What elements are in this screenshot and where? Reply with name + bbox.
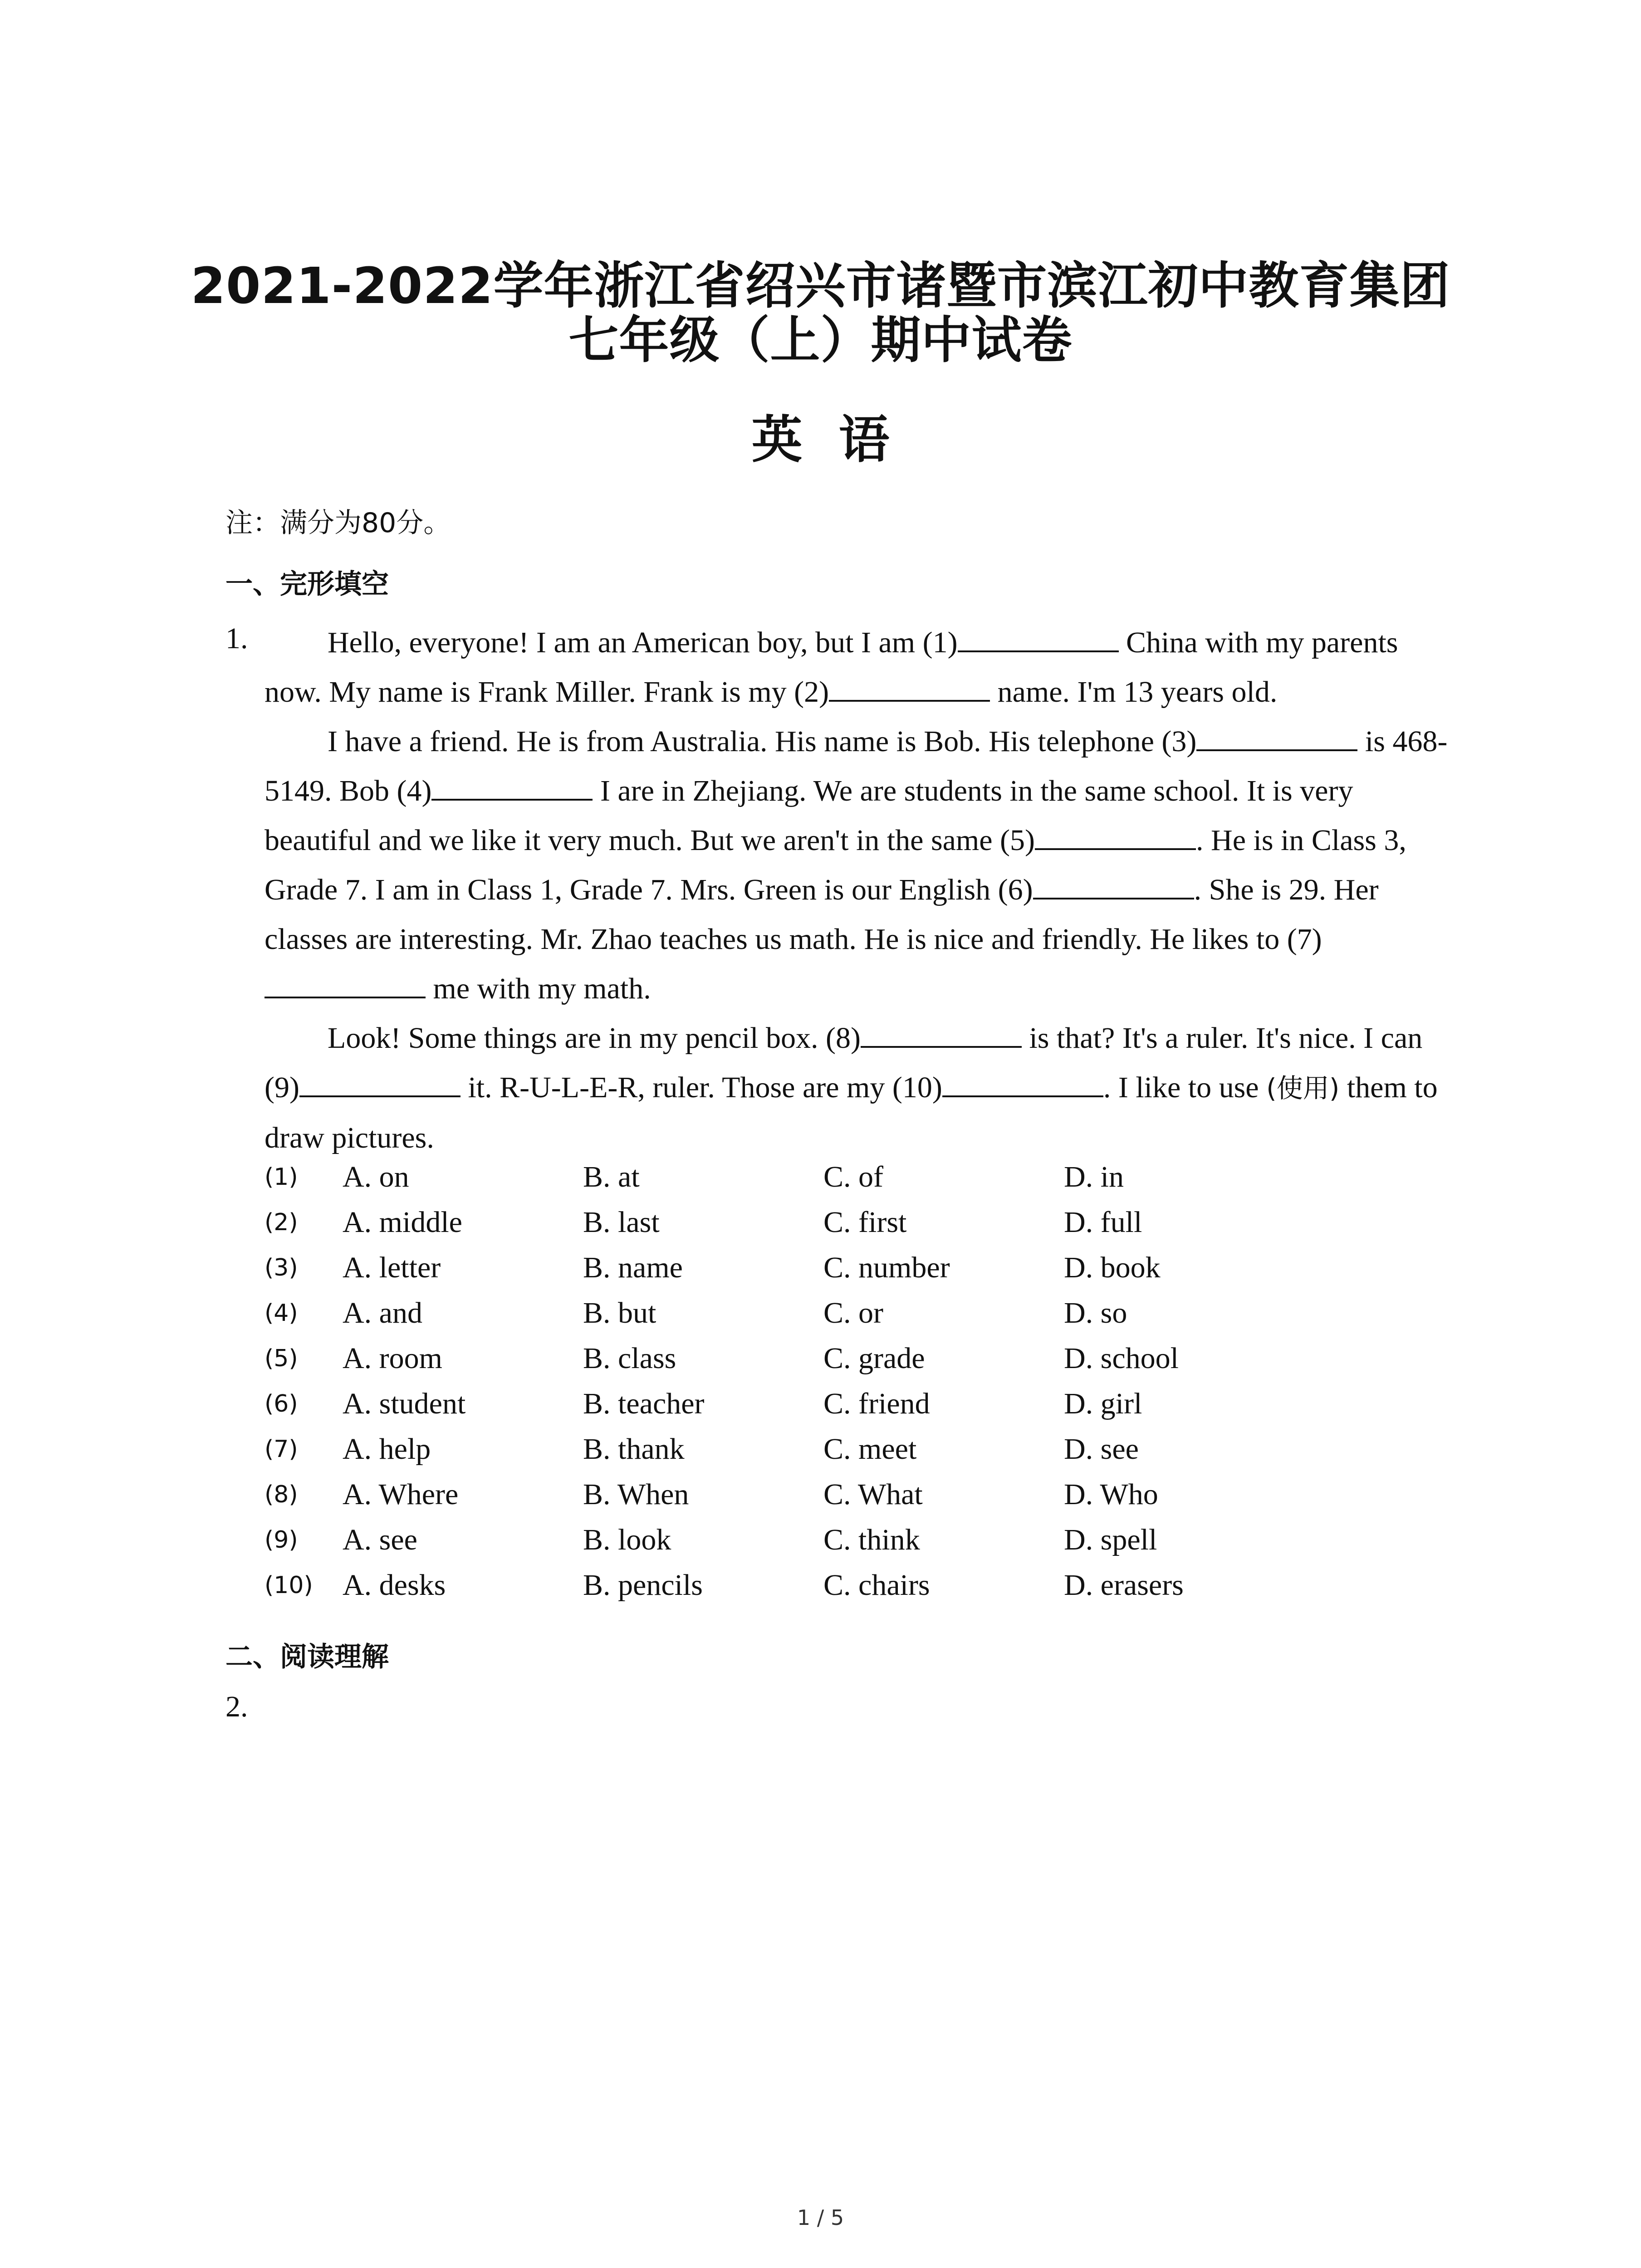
option-choice-a[interactable]: A. and bbox=[343, 1296, 422, 1330]
option-number: (10) bbox=[265, 1572, 313, 1599]
option-row bbox=[265, 1427, 1399, 1472]
option-choice-c[interactable]: C. first bbox=[823, 1206, 907, 1239]
option-choice-a[interactable]: A. desks bbox=[343, 1569, 446, 1602]
passage-text: . I like to use bbox=[1103, 1071, 1267, 1104]
option-choice-d[interactable]: D. in bbox=[1064, 1160, 1124, 1193]
option-choice-c[interactable]: C. What bbox=[823, 1478, 923, 1511]
option-choice-a[interactable]: A. student bbox=[343, 1387, 466, 1420]
option-choice-d[interactable]: D. spell bbox=[1064, 1523, 1157, 1556]
section-heading-reading: 二、阅读理解 bbox=[225, 1641, 389, 1673]
option-row bbox=[265, 1517, 1399, 1563]
option-choice-a[interactable]: A. see bbox=[343, 1523, 417, 1556]
option-number: (2) bbox=[265, 1209, 298, 1236]
option-number: (9) bbox=[265, 1526, 298, 1554]
answer-blank-5[interactable] bbox=[1035, 821, 1196, 850]
answer-blank-2[interactable] bbox=[829, 673, 990, 702]
answer-blank-10[interactable] bbox=[942, 1068, 1103, 1097]
page-number: 1 / 5 bbox=[797, 2205, 844, 2230]
option-choice-b[interactable]: B. pencils bbox=[583, 1569, 703, 1602]
option-number: (7) bbox=[265, 1436, 298, 1463]
passage-text: them to draw pictures. bbox=[265, 1071, 1438, 1154]
option-number: (8) bbox=[265, 1481, 298, 1508]
option-number: (4) bbox=[265, 1300, 298, 1327]
option-number: (5) bbox=[265, 1345, 298, 1372]
passage-text: . She is 29. Her classes are interesting. Mr. Zhao teaches us math. He is nice and friendly. He likes to (7) bbox=[265, 873, 1379, 956]
option-row bbox=[265, 1472, 1399, 1517]
option-choice-d[interactable]: D. erasers bbox=[1064, 1569, 1184, 1602]
answer-blank-4[interactable] bbox=[431, 772, 593, 801]
option-choice-c[interactable]: C. friend bbox=[823, 1387, 930, 1420]
option-choice-a[interactable]: A. Where bbox=[343, 1478, 459, 1511]
section-heading-cloze: 一、完形填空 bbox=[225, 568, 389, 600]
option-choice-c[interactable]: C. grade bbox=[823, 1342, 925, 1375]
option-choice-a[interactable]: A. middle bbox=[343, 1206, 462, 1239]
option-row bbox=[265, 1336, 1399, 1381]
option-choice-b[interactable]: B. at bbox=[583, 1160, 640, 1193]
option-choice-a[interactable]: A. room bbox=[343, 1342, 442, 1375]
passage-text: I have a friend. He is from Australia. His name is Bob. His telephone (3) bbox=[328, 725, 1197, 758]
option-choice-d[interactable]: D. Who bbox=[1064, 1478, 1158, 1511]
option-row bbox=[265, 1563, 1399, 1608]
option-choice-c[interactable]: C. or bbox=[823, 1296, 883, 1330]
option-row bbox=[265, 1154, 1399, 1200]
passage-text: me with my math. bbox=[426, 972, 651, 1005]
option-row bbox=[265, 1245, 1399, 1290]
answer-blank-7[interactable] bbox=[265, 969, 426, 998]
exam-title-line1: 2021-2022学年浙江省绍兴市诸暨市滨江初中教育集团 bbox=[191, 257, 1450, 315]
passage-text: is that? It's a ruler. It's nice. I can (9) bbox=[265, 1022, 1423, 1104]
exam-title-line2: 七年级（上）期中试卷 bbox=[568, 311, 1073, 369]
passage-text: name. I'm 13 years old. bbox=[990, 675, 1278, 709]
option-row bbox=[265, 1381, 1399, 1427]
passage-text: it. R-U-L-E-R, ruler. Those are my (10) bbox=[460, 1071, 942, 1104]
answer-blank-6[interactable] bbox=[1033, 870, 1194, 899]
option-number: (1) bbox=[265, 1163, 298, 1191]
option-choice-c[interactable]: C. number bbox=[823, 1251, 950, 1284]
option-choice-b[interactable]: B. last bbox=[583, 1206, 660, 1239]
passage-text: China with my parents now. My name is Frank Miller. Frank is my (2) bbox=[265, 626, 1398, 709]
option-choice-b[interactable]: B. thank bbox=[583, 1432, 685, 1466]
option-choice-d[interactable]: D. so bbox=[1064, 1296, 1127, 1330]
option-choice-d[interactable]: D. full bbox=[1064, 1206, 1142, 1239]
option-number: (3) bbox=[265, 1254, 298, 1281]
option-row bbox=[265, 1290, 1399, 1336]
gloss-note: (使用) bbox=[1266, 1073, 1340, 1104]
option-choice-c[interactable]: C. chairs bbox=[823, 1569, 930, 1602]
option-choice-c[interactable]: C. of bbox=[823, 1160, 883, 1193]
score-note: 注：满分为80分。 bbox=[225, 507, 451, 539]
passage-text: Look! Some things are in my pencil box. (8) bbox=[328, 1022, 861, 1055]
passage-paragraph-1 bbox=[265, 618, 1462, 717]
option-choice-a[interactable]: A. help bbox=[343, 1432, 431, 1466]
passage-text: is 468-5149. Bob (4) bbox=[265, 725, 1448, 807]
option-choice-a[interactable]: A. letter bbox=[343, 1251, 441, 1284]
option-choice-b[interactable]: B. name bbox=[583, 1251, 683, 1284]
answer-blank-9[interactable] bbox=[299, 1068, 460, 1097]
option-choice-c[interactable]: C. think bbox=[823, 1523, 920, 1556]
option-choice-d[interactable]: D. see bbox=[1064, 1432, 1139, 1466]
answer-blank-3[interactable] bbox=[1196, 722, 1357, 751]
option-choice-b[interactable]: B. class bbox=[583, 1342, 676, 1375]
option-choice-c[interactable]: C. meet bbox=[823, 1432, 917, 1466]
option-choice-b[interactable]: B. teacher bbox=[583, 1387, 705, 1420]
exam-subject: 英语 bbox=[751, 411, 926, 469]
answer-blank-1[interactable] bbox=[958, 623, 1119, 652]
passage-text: I are in Zhejiang. We are students in the same school. It is very beautiful and we like it very much. But we aren't in the same (5) bbox=[265, 774, 1353, 857]
option-choice-a[interactable]: A. on bbox=[343, 1160, 409, 1193]
question-number-2: 2. bbox=[225, 1690, 248, 1723]
cloze-passage bbox=[265, 618, 1462, 1163]
option-choice-b[interactable]: B. When bbox=[583, 1478, 689, 1511]
option-row bbox=[265, 1200, 1399, 1245]
passage-text: Hello, everyone! I am an American boy, but I am (1) bbox=[328, 626, 958, 659]
passage-text: . He is in Class 3, Grade 7. I am in Class 1, Grade 7. Mrs. Green is our English (6) bbox=[265, 824, 1406, 906]
option-choice-d[interactable]: D. school bbox=[1064, 1342, 1179, 1375]
answer-blank-8[interactable] bbox=[861, 1019, 1022, 1048]
passage-paragraph-2 bbox=[265, 717, 1462, 1013]
question-number-1: 1. bbox=[225, 622, 248, 655]
option-choice-d[interactable]: D. girl bbox=[1064, 1387, 1142, 1420]
options-table bbox=[265, 1154, 1399, 1608]
option-choice-b[interactable]: B. look bbox=[583, 1523, 671, 1556]
option-choice-b[interactable]: B. but bbox=[583, 1296, 656, 1330]
option-number: (6) bbox=[265, 1390, 298, 1418]
passage-paragraph-3 bbox=[265, 1013, 1462, 1163]
option-choice-d[interactable]: D. book bbox=[1064, 1251, 1161, 1284]
